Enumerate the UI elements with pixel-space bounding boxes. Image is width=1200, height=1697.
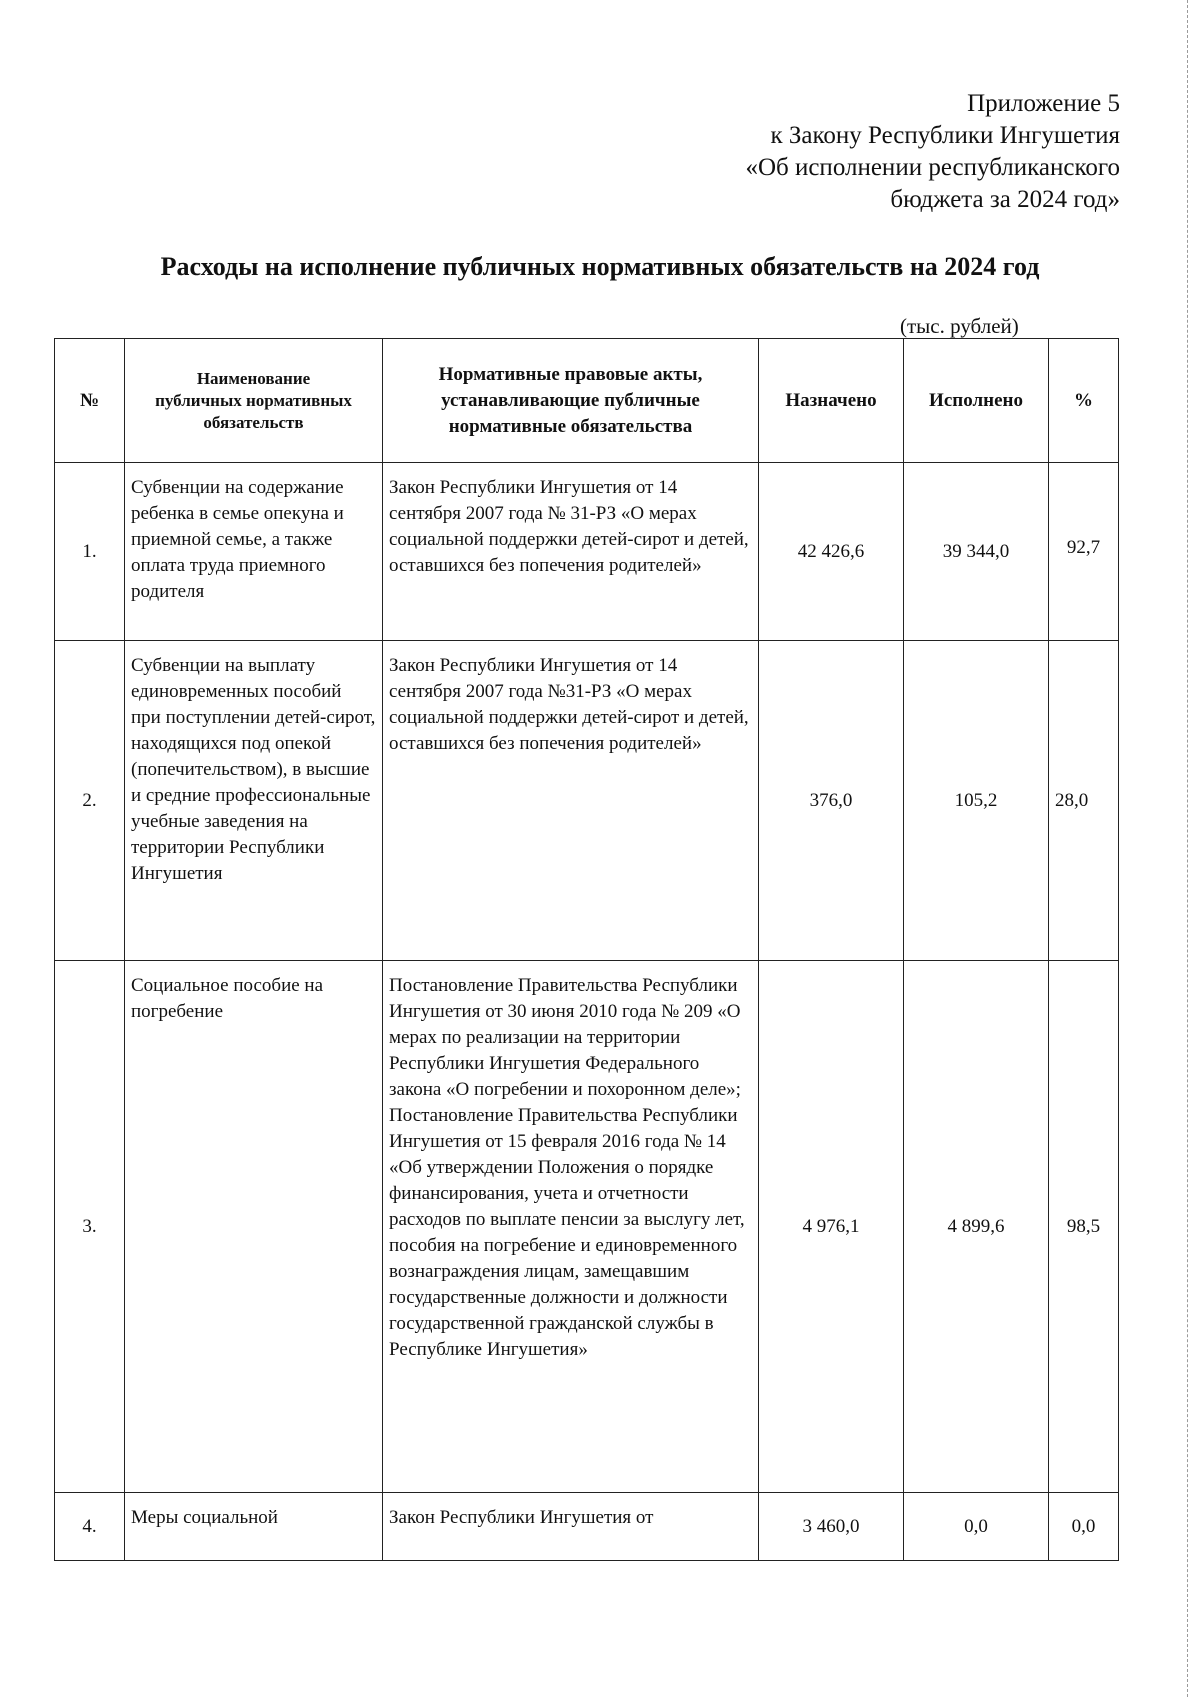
header-executed: Исполнено xyxy=(904,339,1049,463)
units-label: (тыс. рублей) xyxy=(900,314,1019,338)
row-num: 1. xyxy=(55,463,125,641)
header-assigned: Назначено xyxy=(759,339,904,463)
row-assigned: 3 460,0 xyxy=(759,1493,904,1561)
row-name: Субвенции на выплату единовременных пособий при поступлении детей-сирот, находящихся под опекой (попечительством), в высшие и средние профессиональные учебные заведения на территории Республики Ингушетия xyxy=(125,641,383,961)
row-percent: 92,7 xyxy=(1049,463,1119,641)
row-percent: 98,5 xyxy=(1049,961,1119,1493)
row-num: 3. xyxy=(55,961,125,1493)
row-executed: 39 344,0 xyxy=(904,463,1049,641)
header-acts: Нормативные правовые акты, устанавливающие публичные нормативные обязательства xyxy=(383,339,759,463)
appendix-note xyxy=(745,88,1120,216)
table-row xyxy=(55,641,1119,961)
appendix-line: «Об исполнении республиканского xyxy=(745,154,1120,181)
row-acts: Постановление Правительства Республики Ингушетия от 30 июня 2010 года № 209 «О мерах по реализации на территории Республики Ингушетия Федерального закона «О погребении и похоронном деле»; Постановление Правительства Республики Ингушетия от 15 февраля 2016 года № 14 «Об утверждении Положения о порядке финансирования, учета и отчетности расходов по выплате пенсии за выслугу лет, пособия на погребение и единовременного вознаграждения лицам, замещавшим государственные должности и должности государственной гражданской службы в Республике Ингушетия» xyxy=(383,961,759,1493)
table-row xyxy=(55,463,1119,641)
row-num: 2. xyxy=(55,641,125,961)
row-assigned: 4 976,1 xyxy=(759,961,904,1493)
row-percent: 0,0 xyxy=(1049,1493,1119,1561)
row-name: Социальное пособие на погребение xyxy=(125,961,383,1493)
row-executed: 105,2 xyxy=(904,641,1049,961)
row-num: 4. xyxy=(55,1493,125,1561)
table-row xyxy=(55,961,1119,1493)
row-percent: 28,0 xyxy=(1049,641,1119,961)
row-name: Субвенции на содержание ребенка в семье опекуна и приемной семье, а также оплата труда приемного родителя xyxy=(125,463,383,641)
appendix-line: к Закону Республики Ингушетия xyxy=(770,122,1120,149)
row-acts: Закон Республики Ингушетия от 14 сентября 2007 года № 31-РЗ «О мерах социальной поддержки детей-сирот и детей, оставшихся без попечения родителей» xyxy=(383,463,759,641)
row-assigned: 376,0 xyxy=(759,641,904,961)
table-row xyxy=(55,1493,1119,1561)
row-acts: Закон Республики Ингушетия от xyxy=(383,1493,759,1561)
row-executed: 0,0 xyxy=(904,1493,1049,1561)
obligations-table xyxy=(54,338,1119,1561)
row-executed: 4 899,6 xyxy=(904,961,1049,1493)
appendix-line: бюджета за 2024 год» xyxy=(890,186,1120,213)
header-name: Наименование публичных нормативных обязательств xyxy=(125,339,383,463)
row-acts: Закон Республики Ингушетия от 14 сентября 2007 года №31-РЗ «О мерах социальной поддержки детей-сирот и детей, оставшихся без попечения родителей» xyxy=(383,641,759,961)
document-title: Расходы на исполнение публичных нормативных обязательств на 2024 год xyxy=(160,252,1040,281)
header-percent: % xyxy=(1049,339,1119,463)
appendix-line: Приложение 5 xyxy=(967,90,1120,117)
row-name: Меры социальной xyxy=(125,1493,383,1561)
table-header-row xyxy=(55,339,1119,463)
row-assigned: 42 426,6 xyxy=(759,463,904,641)
header-num: № xyxy=(55,339,125,463)
